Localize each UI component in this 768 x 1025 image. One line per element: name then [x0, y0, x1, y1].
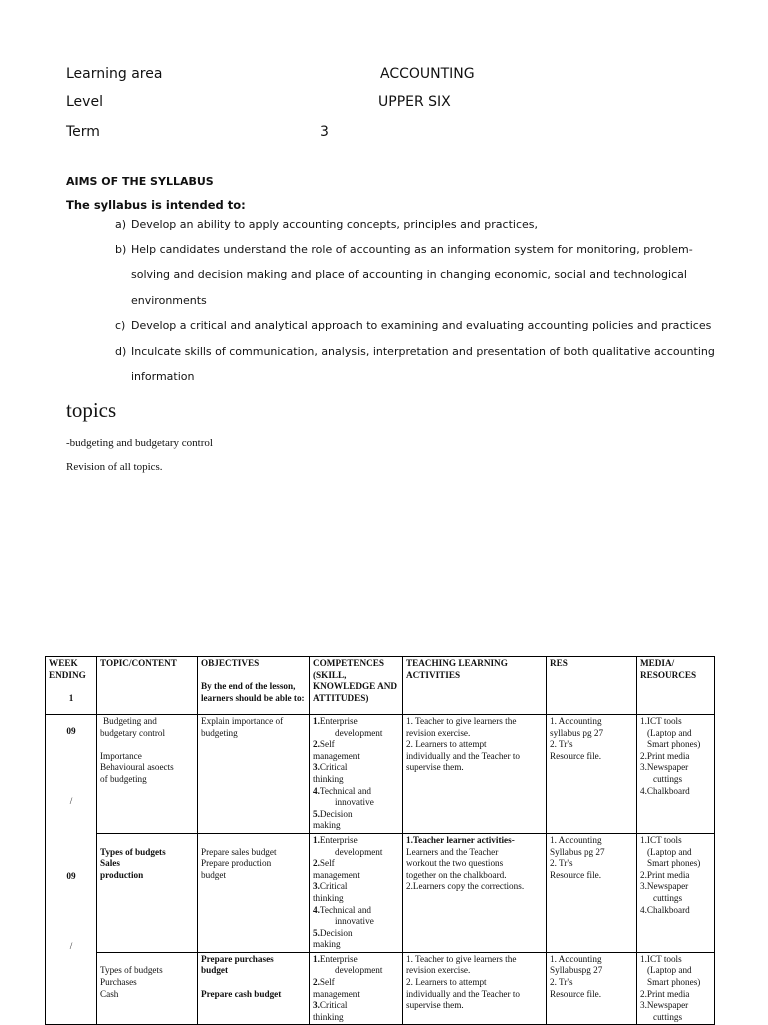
table-row — [46, 952, 715, 1025]
term-label: Term — [66, 124, 100, 140]
media-cell: 1.ICT tools (Laptop and Smart phones) 2.Print media 3.Newspaper cuttings 4.Chalkboard — [637, 715, 715, 834]
aim-text: Help candidates understand the role of accounting as an information system for monitoring, problem- — [131, 243, 693, 256]
res-cell: 1. Accounting syllabus pg 27 2. Tr's Resource file. — [547, 715, 637, 834]
aim-letter: d) — [115, 345, 127, 358]
topic-cell: Types of budgets Sales production — [97, 833, 198, 952]
aim-letter: c) — [115, 319, 126, 332]
week-sep: / — [69, 795, 73, 806]
objectives-cell: Prepare sales budget Prepare production budget — [198, 833, 310, 952]
topic-cell: Types of budgets Purchases Cash — [97, 952, 198, 1025]
topics-heading: topics — [66, 398, 117, 422]
media-cell: 1.ICT tools (Laptop and Smart phones) 2.Print media 3.Newspaper cuttings 4.Chalkboard — [637, 833, 715, 952]
topics-line: Revision of all topics. — [66, 461, 163, 473]
teaching-cell: 1. Teacher to give learners the revision exercise. 2. Learners to attempt individually and the Teacher to supervise them. — [403, 715, 547, 834]
teaching-cell: 1.Teacher learner activities- Learners and the Teacher workout the two questions together on the chalkboard. 2.Learners copy the corrections. — [403, 833, 547, 952]
table-header-row — [46, 657, 715, 715]
header-media: MEDIA/ RESOURCES — [637, 657, 715, 715]
week-date: 09 — [66, 726, 76, 736]
header-res: RES — [547, 657, 637, 715]
table-row — [46, 833, 715, 952]
header-week: WEEK ENDING 1 — [46, 657, 97, 715]
header-teaching: TEACHING LEARNING ACTIVITIES — [403, 657, 547, 715]
res-cell: 1. Accounting Syllabuspg 27 2. Tr's Resource file. — [547, 952, 637, 1025]
week-date: 09 — [66, 871, 76, 882]
aim-letter: a) — [115, 218, 127, 231]
topics-line: -budgeting and budgetary control — [66, 437, 213, 449]
aim-letter: b) — [115, 243, 127, 256]
competences-cell: 1.Enterprise development 2.Self management 3.Critical thinking — [310, 952, 403, 1025]
aim-text: Inculcate skills of communication, analysis, interpretation and presentation of both qualitative accounting — [131, 345, 715, 358]
aim-text: solving and decision making and place of accounting in changing economic, social and technological — [131, 268, 687, 281]
learning-area-label: Learning area — [66, 66, 163, 82]
competences-cell: 1.Enterprise development 2.Self management 3.Critical thinking 4.Technical and innovative 5.Decision making — [310, 715, 403, 834]
res-cell: 1. Accounting Syllabus pg 27 2. Tr's Resource file. — [547, 833, 637, 952]
aims-title: AIMS OF THE SYLLABUS — [66, 175, 214, 188]
aim-text: Develop a critical and analytical approach to examining and evaluating accounting policies and practices — [131, 319, 712, 332]
level-value: UPPER SIX — [378, 94, 451, 110]
aim-text: information — [131, 370, 195, 383]
aim-text: Develop an ability to apply accounting concepts, principles and practices, — [131, 218, 538, 231]
objectives-cell: Prepare purchases budget Prepare cash budget — [198, 952, 310, 1025]
learning-area-value: ACCOUNTING — [380, 66, 475, 82]
aim-text: environments — [131, 294, 207, 307]
header-topic: TOPIC/CONTENT — [97, 657, 198, 715]
objectives-cell: Explain importance of budgeting — [198, 715, 310, 834]
competences-cell: 1.Enterprise development 2.Self management 3.Critical thinking 4.Technical and innovative 5.Decision making — [310, 833, 403, 952]
scheme-table — [45, 656, 715, 1025]
aims-intro: The syllabus is intended to: — [66, 198, 246, 212]
header-objectives: OBJECTIVES By the end of the lesson, learners should be able to: — [198, 657, 310, 715]
teaching-cell: 1. Teacher to give learners the revision exercise. 2. Learners to attempt individually and the Teacher to supervise them. — [403, 952, 547, 1025]
table-row — [46, 715, 715, 834]
week-sep: / — [69, 940, 73, 951]
term-value: 3 — [320, 124, 329, 140]
week-ending-cell — [46, 715, 97, 1025]
header-competences: COMPETENCES (SKILL, KNOWLEDGE AND ATTITUDES) — [310, 657, 403, 715]
topic-cell: Budgeting and budgetary control Importance Behavioural asoects of budgeting — [97, 715, 198, 834]
media-cell: 1.ICT tools (Laptop and Smart phones) 2.Print media 3.Newspaper cuttings — [637, 952, 715, 1025]
level-label: Level — [66, 94, 103, 110]
